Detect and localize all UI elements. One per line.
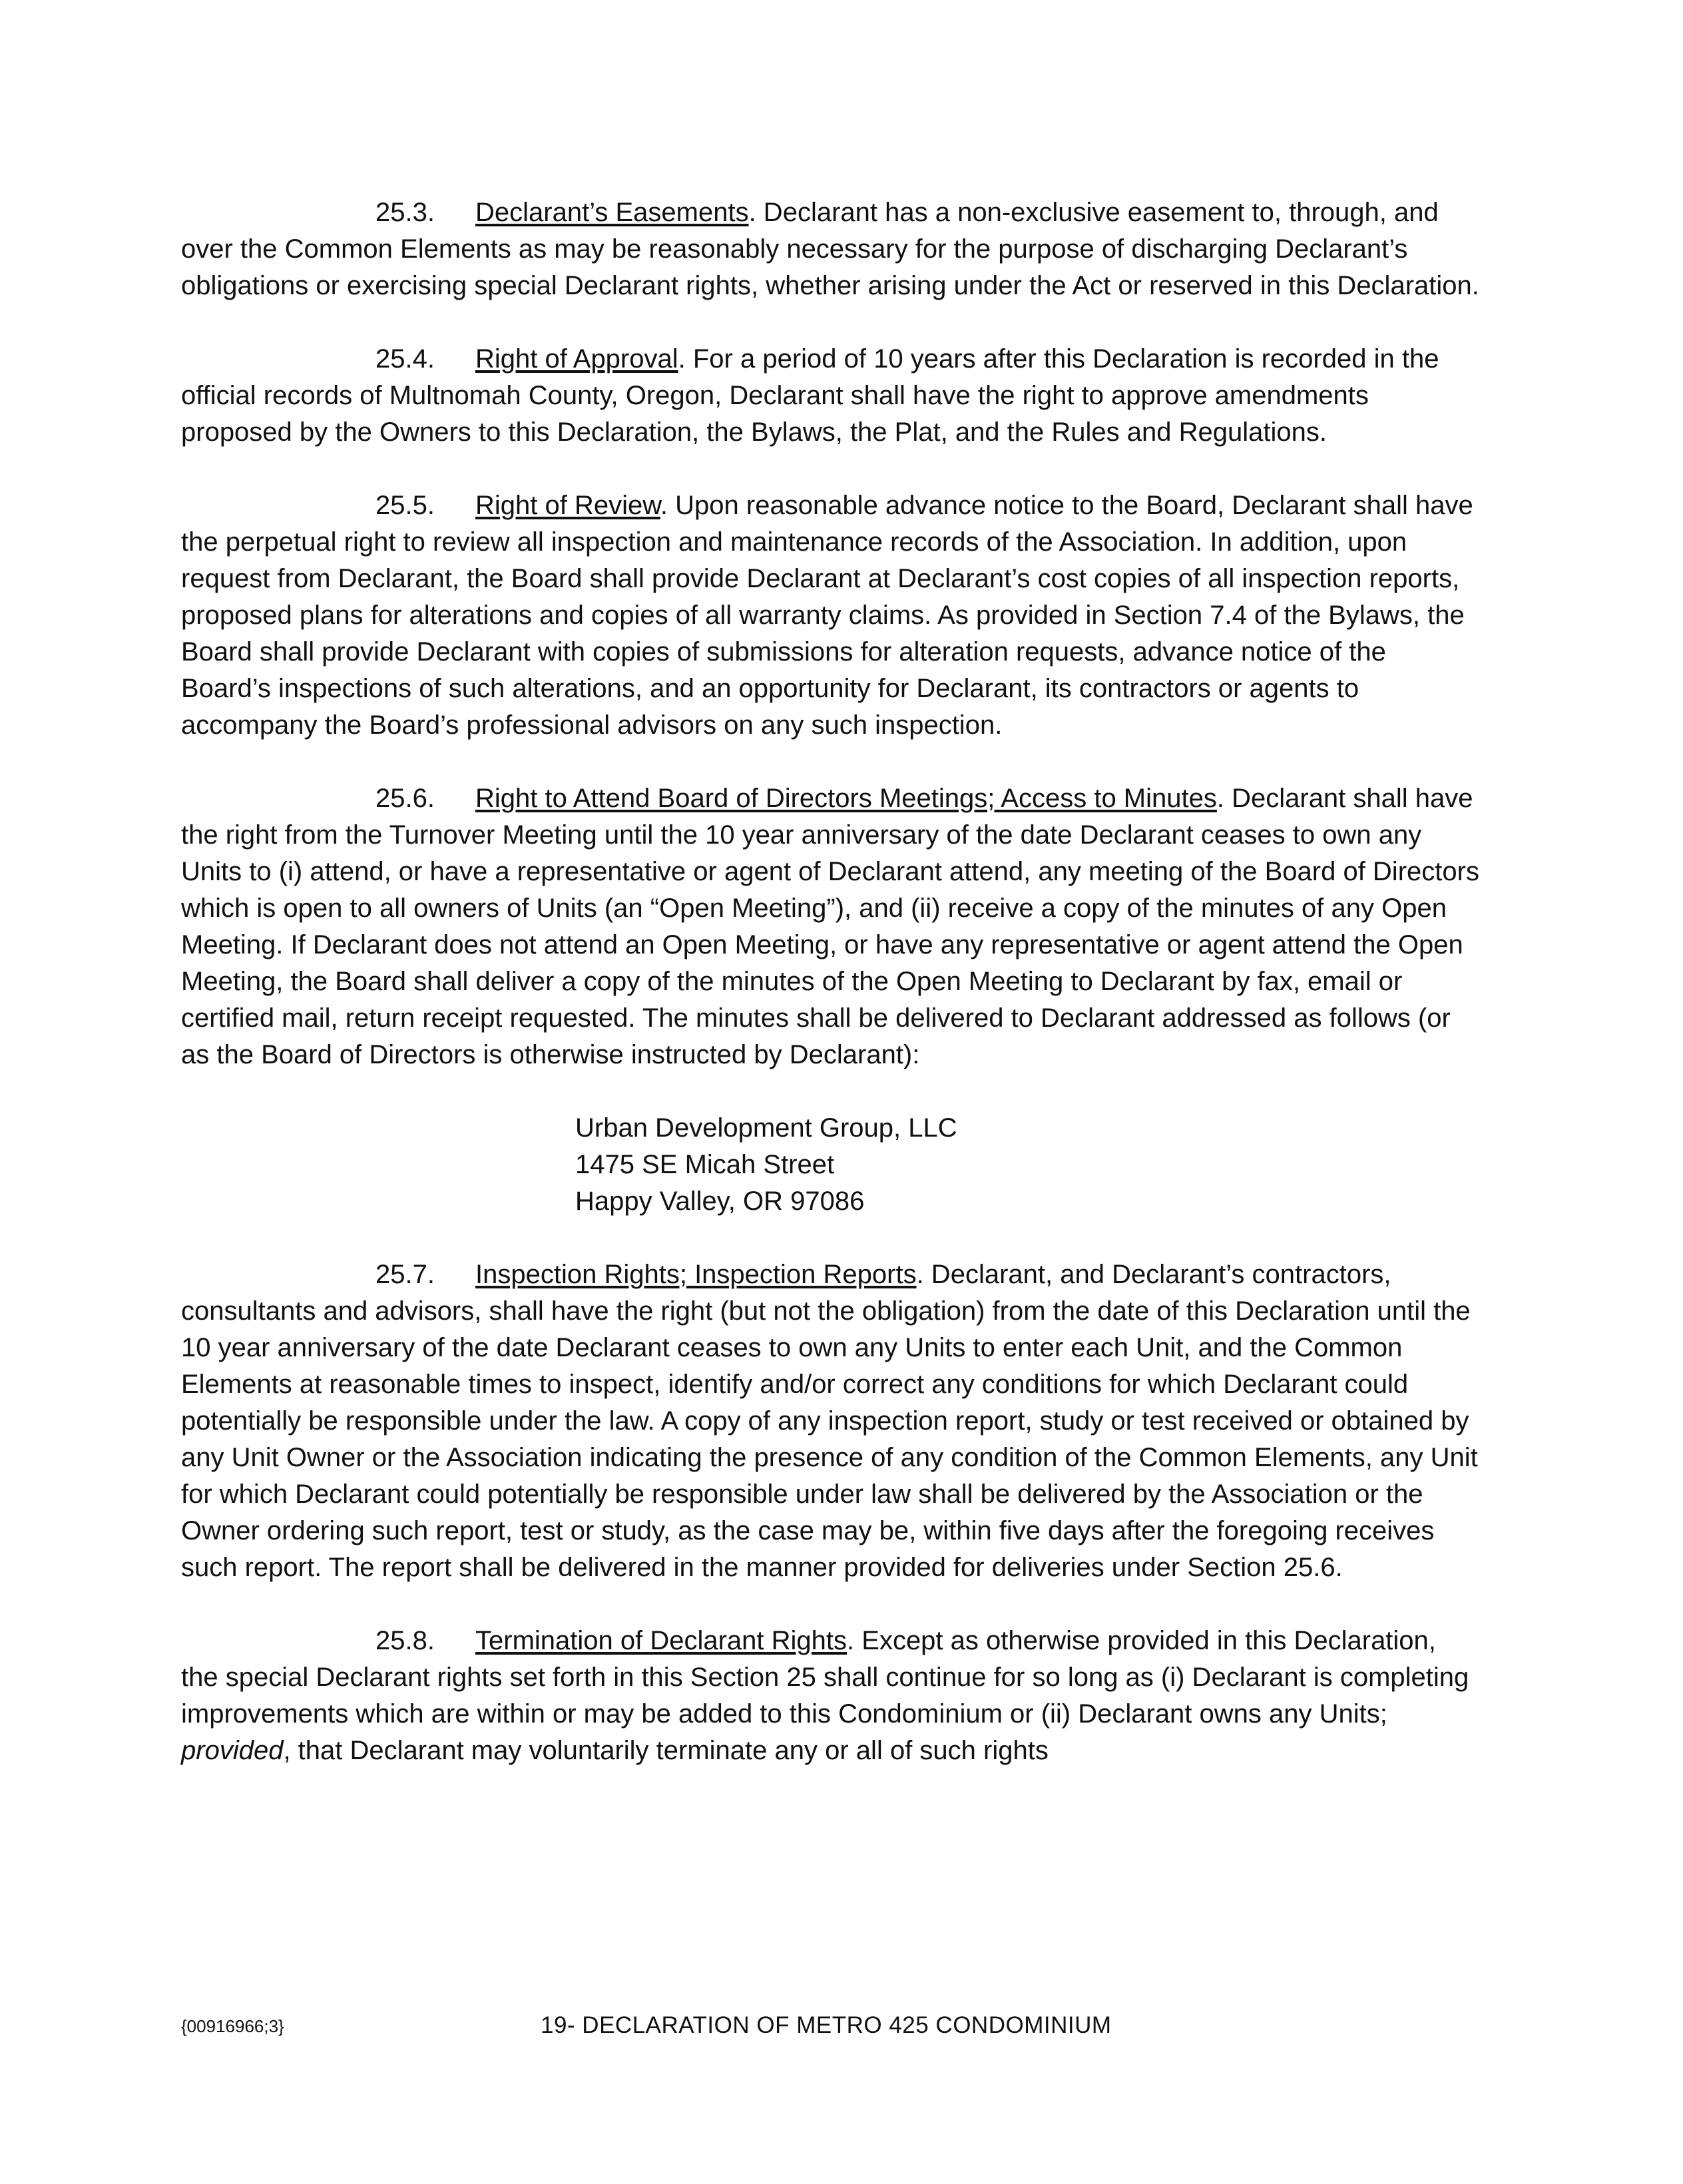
section-text: . Declarant has a non-exclusive easement to, through, and over the Common Elements as may be reasonably necessary for the purpose of discharging Declarant’s obligations or exercising special Declarant rights, whether arising under the Act or reserved in this Declaration. [181,198,1479,300]
section-25-5 [181,487,1479,744]
section-25-3 [181,194,1479,304]
section-heading: Termination of Declarant Rights [475,1626,847,1655]
page-footer [181,2012,1479,2046]
section-heading: Right of Approval [475,344,678,374]
section-heading: Inspection Rights; Inspection Reports [475,1260,917,1289]
address-line-3: Happy Valley, OR 97086 [575,1187,865,1216]
section-text: . Upon reasonable advance notice to the Board, Declarant shall have the perpetual right to review all inspection and maintenance records of the Association. In addition, upon request from Declarant, the Board shall provide Declarant at Declarant’s cost copies of all inspection reports, proposed plans for alterations and copies of all warranty claims. As provided in Section 7.4 of the Bylaws, the Board shall provide Declarant with copies of submissions for alteration requests, advance notice of the Board’s inspections of such alterations, and an opportunity for Declarant, its contractors or agents to accompany the Board’s professional advisors on any such inspection. [181,491,1473,740]
section-25-4 [181,341,1479,451]
address-line-2: 1475 SE Micah Street [575,1150,835,1179]
section-number: 25.7. [375,1260,435,1289]
section-number: 25.4. [375,344,435,374]
section-text: . Except as otherwise provided in this Declaration, the special Declarant rights set forth in this Section 25 shall continue for so long as (i) Declarant is completing improvements which are within or may be added to this Condominium or (ii) Declarant owns any Units; [181,1626,1469,1729]
section-text: . For a period of 10 years after this Declaration is recorded in the official records of Multnomah County, Oregon, Declarant shall have the right to approve amendments proposed by the Owners to this Declaration, the Bylaws, the Plat, and the Rules and Regulations. [181,344,1439,447]
document-id: {00916966;3} [181,2016,284,2036]
section-heading: Right to Attend Board of Directors Meetings; Access to Minutes [475,784,1217,813]
section-text-continued: , that Declarant may voluntarily terminate any or all of such rights [283,1736,1049,1765]
declarant-address [181,1110,1479,1220]
section-number: 25.8. [375,1626,435,1655]
section-text: . Declarant, and Declarant’s contractors, consultants and advisors, shall have the right (but not the obligation) from the date of this Declaration until the 10 year anniversary of the date Declarant ceases to own any Units to enter each Unit, and the Common Elements at reasonable times to inspect, identify and/or correct any conditions for which Declarant could potentially be responsible under the law. A copy of any inspection report, study or test received or obtained by any Unit Owner or the Association indicating the presence of any condition of the Common Elements, any Unit for which Declarant could potentially be responsible under law shall be delivered by the Association or the Owner ordering such report, test or study, as the case may be, within five days after the foregoing receives such report. The report shall be delivered in the manner provided for deliveries under Section 25.6. [181,1260,1478,1582]
address-line-1: Urban Development Group, LLC [575,1113,957,1143]
section-number: 25.5. [375,491,435,520]
document-body [181,194,1479,1806]
section-25-6 [181,780,1479,1073]
section-25-8 [181,1623,1479,1769]
section-number: 25.6. [375,784,435,813]
section-25-7 [181,1256,1479,1586]
section-number: 25.3. [375,198,435,227]
section-emphasis: provided [181,1736,284,1765]
section-heading: Right of Review [475,491,660,520]
footer-title: 19- DECLARATION OF METRO 425 CONDOMINIUM [541,2012,1112,2038]
section-text: . Declarant shall have the right from the Turnover Meeting until the 10 year anniversary of the date Declarant ceases to own any Units to (i) attend, or have a representative or agent of Declarant attend, any meeting of the Board of Directors which is open to all owners of Units (an “Open Meeting”), and (ii) receive a copy of the minutes of any Open Meeting. If Declarant does not attend an Open Meeting, or have any representative or agent attend the Open Meeting, the Board shall deliver a copy of the minutes of the Open Meeting to Declarant by fax, email or certified mail, return receipt requested. The minutes shall be delivered to Declarant addressed as follows (or as the Board of Directors is otherwise instructed by Declarant): [181,784,1479,1069]
section-heading: Declarant’s Easements [475,198,749,227]
